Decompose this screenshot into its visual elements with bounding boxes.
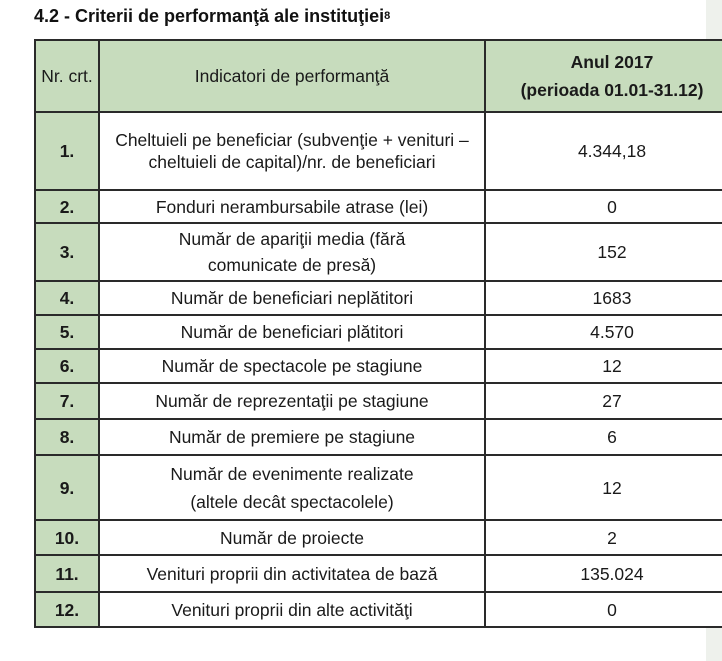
row-value: 4.344,18: [485, 112, 722, 190]
header-indicator: Indicatori de performanţă: [99, 40, 485, 112]
table-row: [35, 190, 722, 223]
table-row: [35, 281, 722, 315]
table-row: [35, 419, 722, 455]
row-indicator: Număr de reprezentaţii pe stagiune: [99, 383, 485, 419]
table-row: [35, 520, 722, 555]
row-value: 27: [485, 383, 722, 419]
table-row: [35, 455, 722, 520]
table-row: [35, 592, 722, 627]
header-nr: Nr. crt.: [35, 40, 99, 112]
table-row: [35, 555, 722, 592]
row-indicator: Număr de beneficiari plătitori: [99, 315, 485, 349]
section-title: 4.2 - Criterii de performanţă ale instituţiei$^8$: [34, 6, 391, 26]
row-value: 0: [485, 190, 722, 223]
performance-table: [34, 39, 722, 628]
row-nr: 3.: [35, 223, 99, 281]
row-indicator: Număr de premiere pe stagiune: [99, 419, 485, 455]
table-row: [35, 349, 722, 383]
row-indicator: Venituri proprii din alte activităţi: [99, 592, 485, 627]
row-indicator: Număr de apariţii media (fără comunicate de presă): [99, 223, 485, 281]
row-nr: 9.: [35, 455, 99, 520]
row-indicator: Număr de proiecte: [99, 520, 485, 555]
row-nr: 12.: [35, 592, 99, 627]
row-indicator: Venituri proprii din activitatea de bază: [99, 555, 485, 592]
row-value: 152: [485, 223, 722, 281]
row-indicator: Fonduri nerambursabile atrase (lei): [99, 190, 485, 223]
row-nr: 8.: [35, 419, 99, 455]
row-indicator: Număr de evenimente realizate (altele decât spectacolele): [99, 455, 485, 520]
row-value: 4.570: [485, 315, 722, 349]
row-nr: 6.: [35, 349, 99, 383]
row-indicator: Număr de spectacole pe stagiune: [99, 349, 485, 383]
row-value: 12: [485, 349, 722, 383]
row-value: 0: [485, 592, 722, 627]
row-indicator: Cheltuieli pe beneficiar (subvenţie + venituri – cheltuieli de capital)/nr. de beneficiari: [99, 112, 485, 190]
row-indicator: Număr de beneficiari neplătitori: [99, 281, 485, 315]
row-nr: 10.: [35, 520, 99, 555]
footnote-ref: 8: [384, 10, 391, 22]
row-nr: 2.: [35, 190, 99, 223]
row-value: 12: [485, 455, 722, 520]
row-nr: 7.: [35, 383, 99, 419]
row-value: 2: [485, 520, 722, 555]
header-year: [485, 40, 722, 112]
table-row: [35, 315, 722, 349]
table-row: [35, 223, 722, 281]
row-value: 1683: [485, 281, 722, 315]
table-row: [35, 383, 722, 419]
table-row: [35, 112, 722, 190]
table-header-row: [35, 40, 722, 112]
row-nr: 4.: [35, 281, 99, 315]
row-nr: 1.: [35, 112, 99, 190]
row-nr: 11.: [35, 555, 99, 592]
header-year-period: (perioada 01.01-31.12): [520, 80, 704, 100]
row-nr: 5.: [35, 315, 99, 349]
row-value: 135.024: [485, 555, 722, 592]
row-value: 6: [485, 419, 722, 455]
header-year-title: Anul 2017: [570, 52, 654, 72]
